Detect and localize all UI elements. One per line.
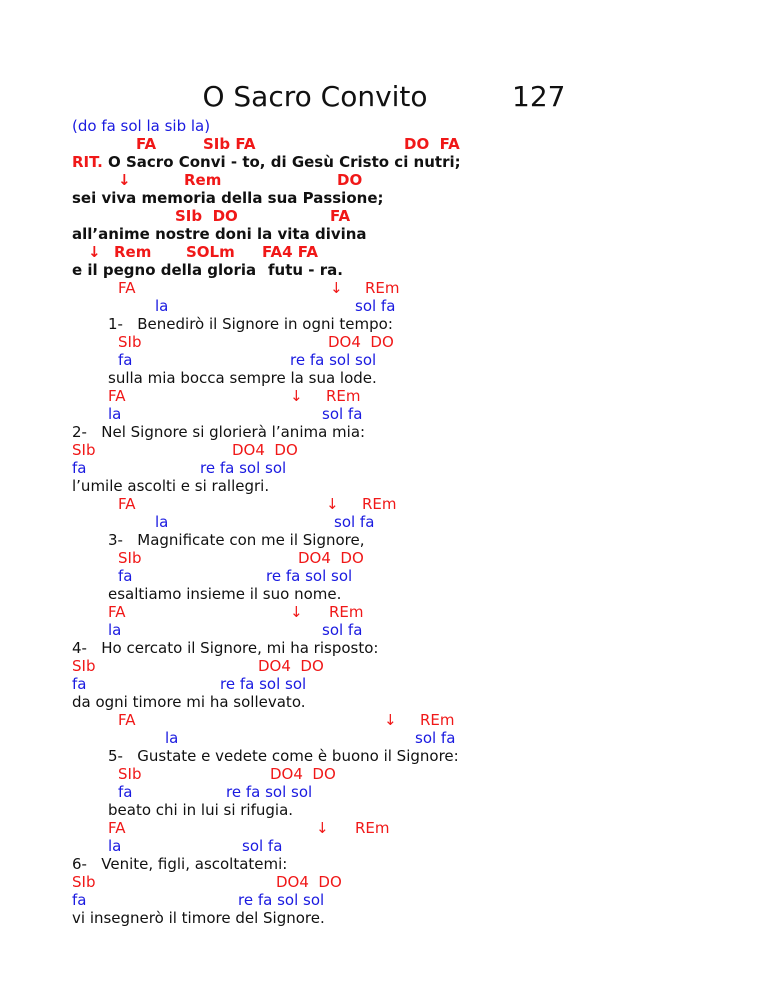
note: fa xyxy=(72,675,87,693)
note: re fa sol sol xyxy=(226,783,313,801)
note: re fa sol sol xyxy=(266,567,353,585)
chord: SIb xyxy=(72,873,96,891)
note: la xyxy=(165,729,179,747)
arrow-down-icon: ↓ xyxy=(330,279,343,297)
chord: FA xyxy=(118,279,136,297)
chord: REm xyxy=(362,495,397,513)
intro-notes: (do fa sol la sib la) xyxy=(72,117,211,135)
chord: SOLm xyxy=(186,243,235,261)
note: fa xyxy=(118,351,133,369)
note: sol fa xyxy=(415,729,456,747)
lyric: all’anime nostre doni la vita divina xyxy=(72,225,367,243)
note: la xyxy=(108,621,122,639)
note: la xyxy=(108,837,122,855)
lyric: 4- Ho cercato il Signore, mi ha risposto: xyxy=(72,639,379,657)
note: sol fa xyxy=(355,297,396,315)
note: sol fa xyxy=(322,621,363,639)
note: la xyxy=(108,405,122,423)
note: fa xyxy=(118,783,133,801)
chord: DO4 DO xyxy=(270,765,336,783)
chord: DO4 DO xyxy=(258,657,324,675)
chord: SIb xyxy=(72,441,96,459)
rit-label: RIT. xyxy=(72,153,103,171)
chord: FA xyxy=(108,387,126,405)
note: re fa sol sol xyxy=(238,891,325,909)
arrow-down-icon: ↓ xyxy=(290,603,303,621)
chord: DO4 DO xyxy=(276,873,342,891)
arrow-down-icon: ↓ xyxy=(290,387,303,405)
arrow-down-icon: ↓ xyxy=(118,171,131,189)
chord: FA4 FA xyxy=(262,243,318,261)
chord: SIb xyxy=(118,765,142,783)
chord: FA xyxy=(108,819,126,837)
note: fa xyxy=(118,567,133,585)
arrow-down-icon: ↓ xyxy=(326,495,339,513)
refrain-line xyxy=(72,153,461,171)
chord: FA xyxy=(330,207,351,225)
lyric: sei viva memoria della sua Passione; xyxy=(72,189,384,207)
lyric: futu - ra. xyxy=(268,261,343,279)
chord: SIb xyxy=(118,333,142,351)
note: fa xyxy=(72,459,87,477)
chord: DO xyxy=(337,171,363,189)
lyric: 6- Venite, figli, ascoltatemi: xyxy=(72,855,288,873)
chord: FA xyxy=(108,603,126,621)
chord: REm xyxy=(365,279,400,297)
lyric: O Sacro Convi - to, di Gesù Cristo ci nutri; xyxy=(102,153,461,171)
chord: FA xyxy=(136,135,157,153)
chord: REm xyxy=(329,603,364,621)
lyric: e il pegno della gloria xyxy=(72,261,257,279)
lyric: l’umile ascolti e si rallegri. xyxy=(72,477,270,495)
note: re fa sol sol xyxy=(290,351,377,369)
chord: REm xyxy=(420,711,455,729)
chord: DO FA xyxy=(404,135,460,153)
note: re fa sol sol xyxy=(200,459,287,477)
chord: FA xyxy=(118,495,136,513)
chord: SIb xyxy=(118,549,142,567)
chord: FA xyxy=(118,711,136,729)
arrow-down-icon: ↓ xyxy=(88,243,101,261)
chord: Rem xyxy=(184,171,222,189)
note: sol fa xyxy=(334,513,375,531)
chord: DO4 DO xyxy=(232,441,298,459)
lyric: 3- Magnificate con me il Signore, xyxy=(108,531,365,549)
note: sol fa xyxy=(242,837,283,855)
chord: SIb xyxy=(72,657,96,675)
arrow-down-icon: ↓ xyxy=(384,711,397,729)
chord: SIb FA xyxy=(203,135,256,153)
chord: DO4 DO xyxy=(298,549,364,567)
note: re fa sol sol xyxy=(220,675,307,693)
note: sol fa xyxy=(322,405,363,423)
chord: REm xyxy=(326,387,361,405)
note: la xyxy=(155,297,169,315)
lyric: beato chi in lui si rifugia. xyxy=(108,801,294,819)
lyric: 1- Benedirò il Signore in ogni tempo: xyxy=(108,315,393,333)
lyric: sulla mia bocca sempre la sua lode. xyxy=(108,369,377,387)
lyric: da ogni timore mi ha sollevato. xyxy=(72,693,306,711)
page-number: 127 xyxy=(512,80,566,113)
chord: Rem xyxy=(114,243,152,261)
chord: REm xyxy=(355,819,390,837)
page-title: O Sacro Convito xyxy=(202,80,428,113)
arrow-down-icon: ↓ xyxy=(316,819,329,837)
chord: DO4 DO xyxy=(328,333,394,351)
note: fa xyxy=(72,891,87,909)
lyric: vi insegnerò il timore del Signore. xyxy=(72,909,325,927)
lyric: 2- Nel Signore si glorierà l’anima mia: xyxy=(72,423,366,441)
note: la xyxy=(155,513,169,531)
lyric: esaltiamo insieme il suo nome. xyxy=(108,585,342,603)
lyric: 5- Gustate e vedete come è buono il Signore: xyxy=(108,747,459,765)
chord: SIb DO xyxy=(175,207,238,225)
